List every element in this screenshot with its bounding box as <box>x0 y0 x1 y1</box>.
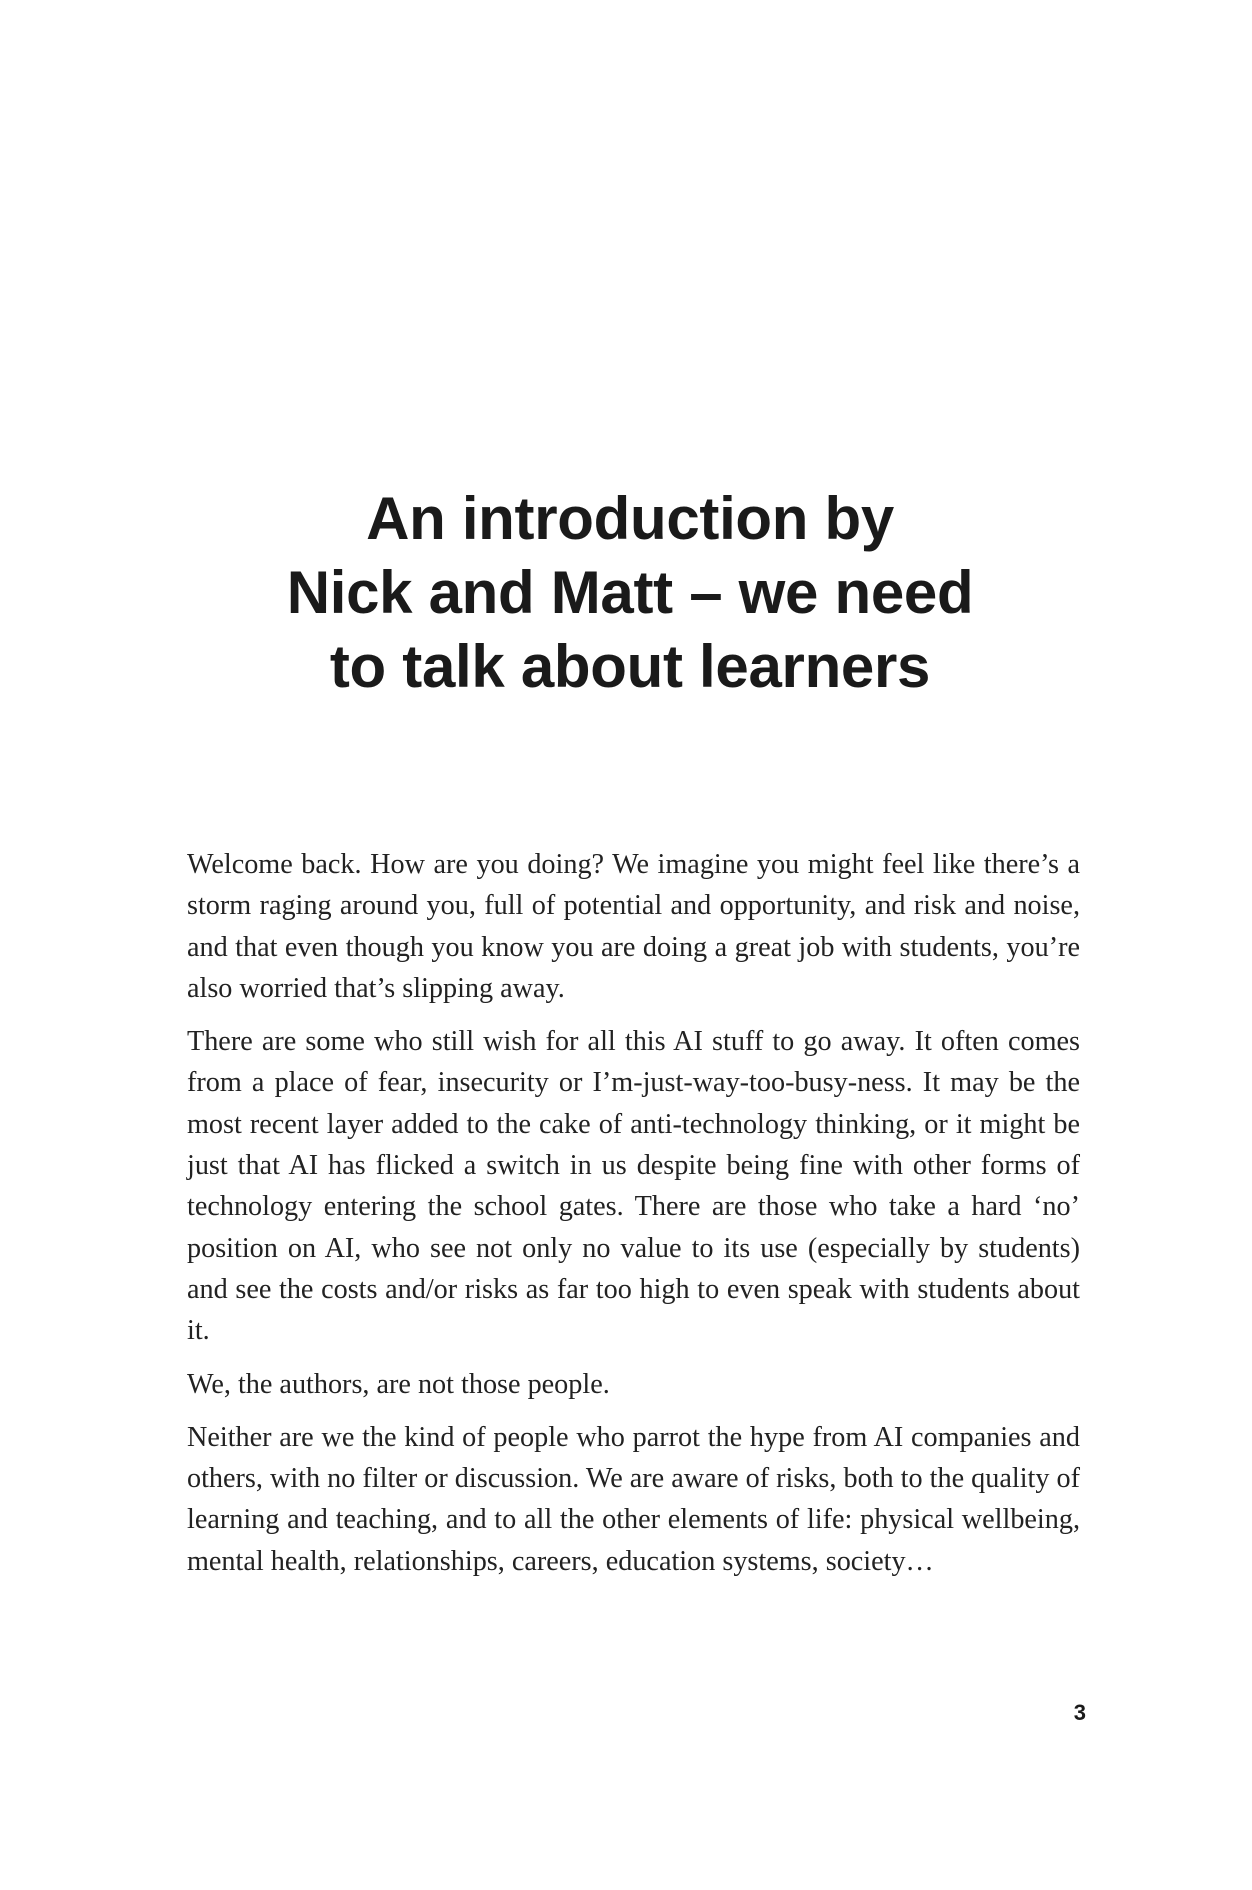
chapter-title <box>180 482 1080 704</box>
paragraph: There are some who still wish for all this AI stuff to go away. It often comes from a place of fear, insecurity or I’m-just-way-too-busy-ness. It may be the most recent layer added to the cake of anti-technology thinking, or it might be just that AI has flicked a switch in us despite being fine with other forms of technology entering the school gates. There are those who take a hard ‘no’ position on AI, who see not only no value to its use (especially by students) and see the costs and/or risks as far too high to even speak with students about it. <box>187 1026 1080 1347</box>
page-number: 3 <box>1073 1700 1086 1725</box>
paragraph: Welcome back. How are you doing? We imagine you might feel like there’s a storm raging around you, full of potential and opportunity, and risk and noise, and that even though you know you are doing a great job with students, you’re also worried that’s slipping away. <box>187 849 1080 1004</box>
chapter-title-line: Nick and Matt – we need <box>286 559 974 626</box>
chapter-title-line: to talk about learners <box>329 633 931 700</box>
paragraph: Neither are we the kind of people who parrot the hype from AI companies and others, with no filter or discussion. We are aware of risks, both to the quality of learning and teaching, and to all the other elements of life: physical wellbeing, mental health, relationships, careers, education systems, society… <box>187 1421 1080 1577</box>
paragraph: We, the authors, are not those people. <box>187 1368 610 1400</box>
body-text <box>187 844 1080 1594</box>
chapter-title-line: An introduction by <box>366 485 894 552</box>
